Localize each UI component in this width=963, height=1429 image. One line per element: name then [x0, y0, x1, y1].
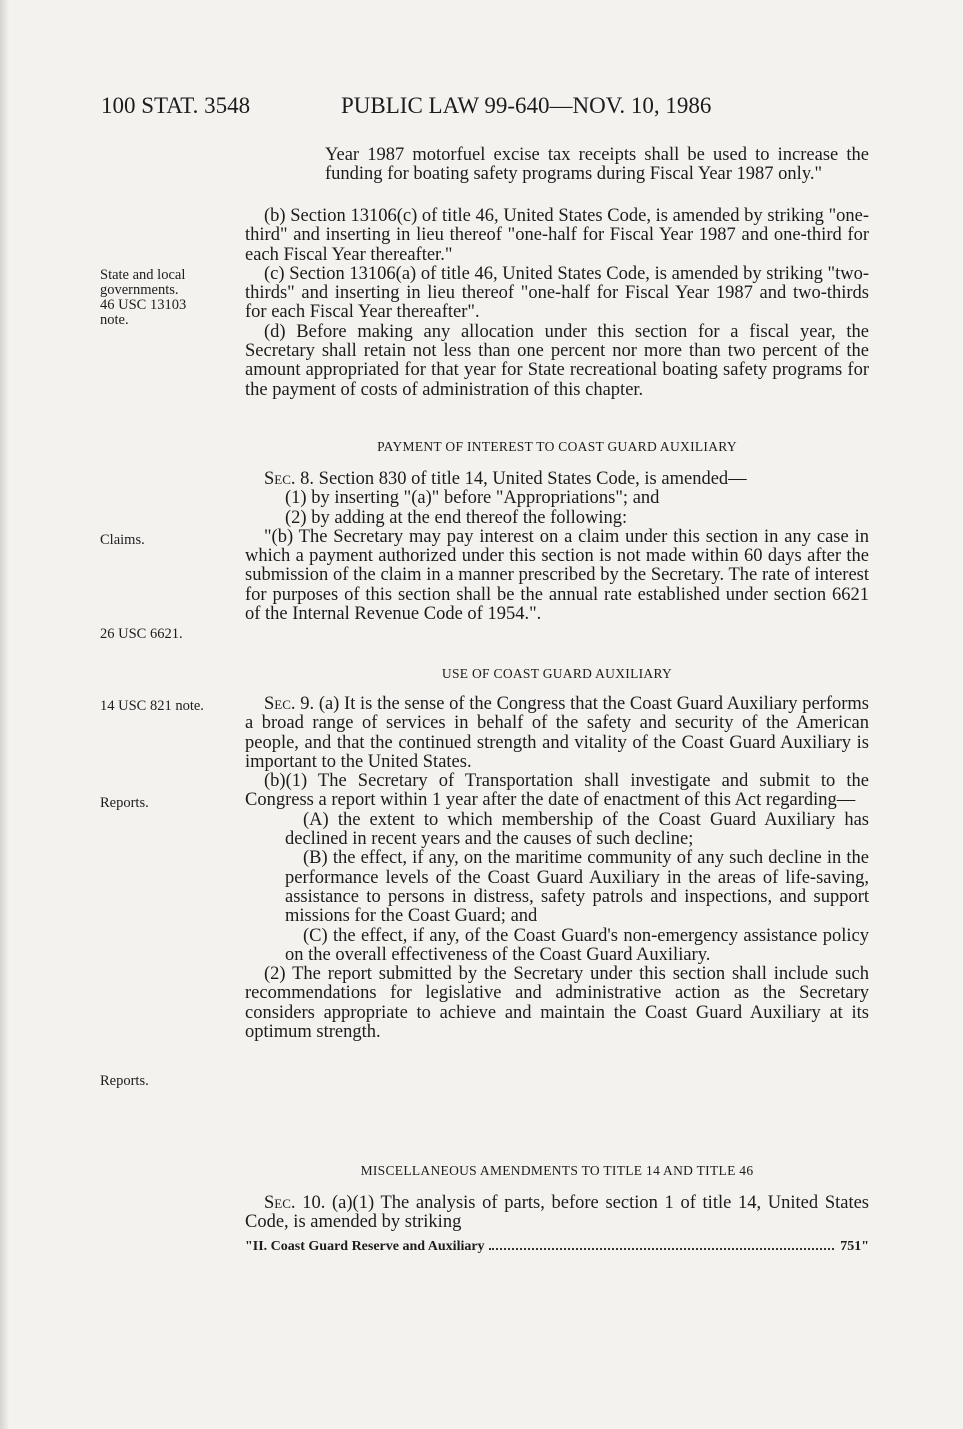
section-label: Sec. 9. [264, 694, 315, 714]
paragraph-text: (2) by adding at the end thereof the following: [285, 507, 628, 528]
paragraph-b [245, 207, 869, 400]
paragraph-text: (b)(1) The Secretary of Transportation shall investigate and submit to the Congress a report within 1 year after the date of enactment of this Act regarding— [245, 771, 869, 811]
section-label: Sec. 10. [264, 1193, 326, 1213]
section-8 [245, 470, 869, 624]
paragraph-text: (C) the effect, if any, of the Coast Guard's non-emergency assistance policy on the overall effectiveness of the Coast Guard Auxiliary. [285, 925, 869, 965]
paragraph-text: "(b) The Secretary may pay interest on a claim under this section in any case in which a payment authorized under this section is not made within 60 days after the submission of the claim in a manner prescribed by the Secretary. The rate of interest for purposes of this section shall be the annual rate established under section 6621 of the Internal Revenue Code of 1954.". [245, 526, 869, 625]
section-10-heading [245, 1161, 869, 1180]
section-10 [245, 1194, 869, 1256]
margin-note-line: governments. [100, 282, 179, 298]
margin-note-claims: Claims. [100, 532, 145, 548]
paragraph-text: Section 830 of title 14, United States Code, is amended— [318, 469, 747, 489]
section-label: Sec. 8. [264, 469, 315, 489]
section-8-heading [245, 437, 869, 456]
paragraph-text: (2) The report submitted by the Secretary under this section shall include such recommendations for legislative and administrative action as the Secretary considers appropriate to achieve and maintain the Coast Guard Auxiliary at its optimum strength. [245, 964, 869, 1043]
dot-leader [489, 1248, 835, 1250]
paragraph-text: (c) Section 13106(a) of title 46, United States Code, is amended by striking "two-thirds" and inserting in lieu thereof "one-half for Fiscal Year 1987 and two-thirds for each Fiscal Year thereafter". [245, 263, 869, 323]
paragraph-text: (B) the effect, if any, on the maritime community of any such decline in the performance levels of the Coast Guard Auxiliary in the areas of life-saving, assistance to persons in distress, safety patrols and inspections, and support missions for the Coast Guard; and [285, 848, 869, 927]
section-heading: USE OF COAST GUARD AUXILIARY [441, 666, 673, 681]
margin-note-reports: Reports. [100, 1073, 149, 1089]
toc-entry-title: "II. Coast Guard Reserve and Auxiliary [245, 1238, 485, 1254]
margin-note-line: State and local [100, 267, 186, 283]
paragraph-text: (a)(1) The analysis of parts, before section 1 of title 14, United States Code, is amended by striking [245, 1193, 870, 1233]
paragraph-text: (1) by inserting "(a)" before "Appropriations"; and [285, 488, 660, 509]
toc-entry [245, 1237, 869, 1256]
public-law-title: PUBLIC LAW 99-640—NOV. 10, 1986 [341, 93, 712, 118]
margin-note-14-usc-821: 14 USC 821 note. [100, 698, 204, 714]
stat-citation: 100 STAT. 3548 [101, 93, 251, 118]
paragraph-text: (a) It is the sense of the Congress that the Coast Guard Auxiliary performs a broad range of services in behalf of the safety and security of the American people, and that the continued strength and vitality of the Coast Guard Auxiliary is important to the United States. [245, 694, 870, 772]
paragraph-text: (b) Section 13106(c) of title 46, United States Code, is amended by striking "one-third" and inserting in lieu thereof "one-half for Fiscal Year 1987 and one-third for each Fiscal Year thereafter." [245, 206, 869, 265]
paragraph-continuation [325, 146, 869, 185]
paragraph-text: (A) the extent to which membership of the Coast Guard Auxiliary has declined in recent years and the causes of such decline; [285, 809, 869, 850]
page-edge-shadow [0, 0, 9, 1429]
section-9 [245, 695, 869, 1042]
margin-note-state-local [100, 268, 235, 328]
section-heading: PAYMENT OF INTEREST TO COAST GUARD AUXILIARY [377, 439, 737, 454]
margin-note-reports: Reports. [100, 795, 149, 811]
paragraph-text: Year 1987 motorfuel excise tax receipts shall be used to increase the funding for boating safety programs during Fiscal Year 1987 only." [325, 145, 869, 185]
margin-note-line: 46 USC 13103 [100, 297, 187, 313]
margin-note-line: note. [100, 312, 129, 328]
section-9-heading [245, 664, 869, 683]
margin-note-26-usc-6621: 26 USC 6621. [100, 626, 183, 642]
section-heading: MISCELLANEOUS AMENDMENTS TO TITLE 14 AND TITLE 46 [360, 1163, 754, 1178]
paragraph-text: (d) Before making any allocation under this section for a fiscal year, the Secretary shall retain not less than one percent nor more than two percent of the amount appropriated for that year for State recreational boating safety programs for the payment of costs of administration of this chapter. [245, 321, 869, 400]
toc-entry-page: 751" [840, 1238, 869, 1254]
